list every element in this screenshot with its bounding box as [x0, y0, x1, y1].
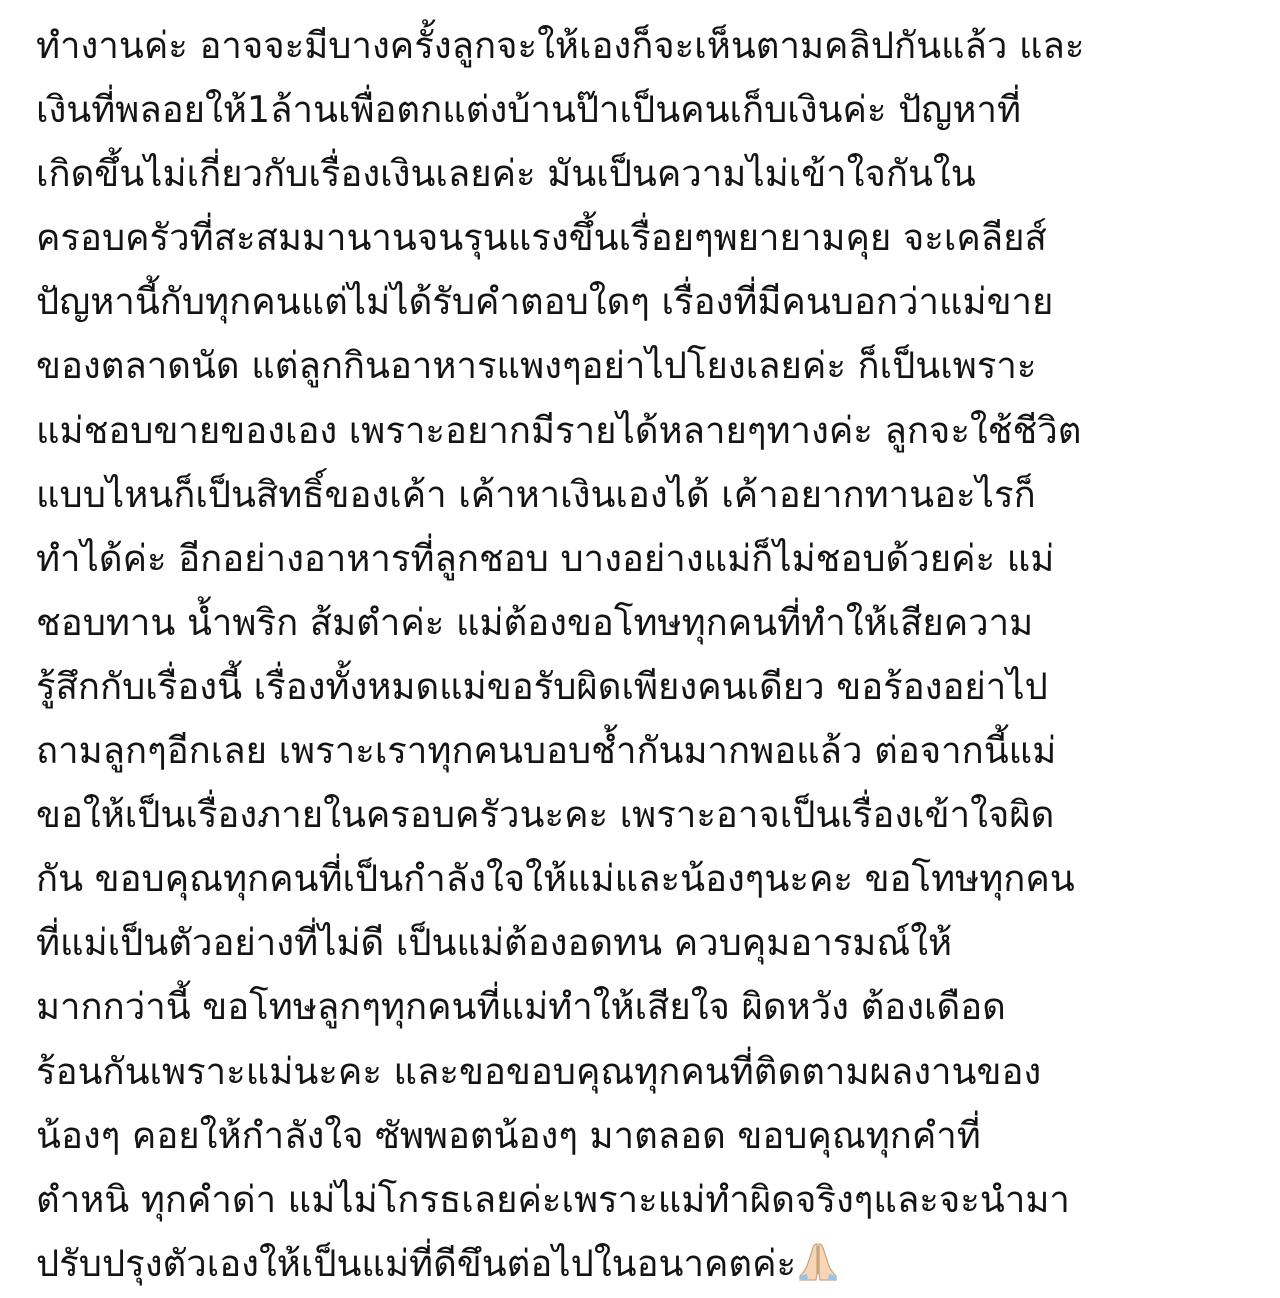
post-line: เกิดขึ้นไม่เกี่ยวกับเรื่องเงินเลยค่ะ มันเป็นความไม่เข้าใจกันใน: [36, 152, 976, 196]
post-line: แบบไหนก็เป็นสิทธิ์ของเค้า เค้าหาเงินเองได้ เค้าอยากทานอะไรก็: [36, 472, 1036, 516]
post-line: ของตลาดนัด แต่ลูกกินอาหารแพงๆอย่าไปโยงเลยค่ะ ก็เป็นเพราะ: [36, 344, 1037, 388]
post-line: ถามลูกๆอีกเลย เพราะเราทุกคนบอบช้ำกันมากพอแล้ว ต่อจากนี้แม่: [36, 729, 1057, 773]
post-line: ที่แม่เป็นตัวอย่างที่ไม่ดี เป็นแม่ต้องอดทน ควบคุมอารมณ์ให้: [36, 921, 953, 965]
post-line: ชอบทาน น้ำพริก ส้มตำค่ะ แม่ต้องขอโทษทุกคนที่ทำให้เสียความ: [36, 600, 1034, 644]
folded-hands-icon: [798, 1238, 838, 1282]
post-line: รู้สึกกับเรื่องนี้ เรื่องทั้งหมดแม่ขอรับผิดเพียงคนเดียว ขอร้องอย่าไป: [36, 664, 1048, 708]
post-line: ทำได้ค่ะ อีกอย่างอาหารที่ลูกชอบ บางอย่างแม่ก็ไม่ชอบด้วยค่ะ แม่: [36, 536, 1055, 580]
post-line: ขอให้เป็นเรื่องภายในครอบครัวนะคะ เพราะอาจเป็นเรื่องเข้าใจผิด: [36, 793, 1055, 837]
post-line: ตำหนิ ทุกคำด่า แม่ไม่โกรธเลยค่ะเพราะแม่ทำผิดจริงๆและจะนำมา: [36, 1177, 1070, 1221]
post-body: [36, 14, 1262, 1296]
post-line: มากกว่านี้ ขอโทษลูกๆทุกคนที่แม่ทำให้เสียใจ ผิดหวัง ต้องเดือด: [36, 985, 1006, 1029]
clipped-previous-line: [36, 0, 1262, 10]
post-line: เงินที่พลอยให้1ล้านเพื่อตกแต่งบ้านป๊าเป็นคนเก็บเงินค่ะ ปัญหาที่: [36, 88, 1022, 132]
post-line: ทำงานค่ะ อาจจะมีบางครั้งลูกจะให้เองก็จะเห็นตามคลิปกันแล้ว และ: [36, 24, 1085, 67]
post-line: น้องๆ คอยให้กำลังใจ ซัพพอตน้องๆ มาตลอด ขอบคุณทุกคำที่: [36, 1113, 981, 1157]
post-line: ปรับปรุงตัวเองให้เป็นแม่ที่ดีขึนต่อไปในอนาคตค่ะ: [36, 1241, 797, 1285]
clipped-next-line: [1200, 1286, 1230, 1298]
post-line-last: [36, 1232, 1262, 1296]
post-line: ครอบครัวที่สะสมมานานจนรุนแรงขึ้นเรื่อยๆพยายามคุย จะเคลียส์: [36, 216, 1047, 260]
post-line: ปัญหานี้กับทุกคนแต่ไม่ได้รับคำตอบใดๆ เรื่องที่มีคนบอกว่าแม่ขาย: [36, 280, 1054, 324]
post-line: ร้อนกันเพราะแม่นะคะ และขอขอบคุณทุกคนที่ติดตามผลงานของ: [36, 1049, 1042, 1093]
post-line: กัน ขอบคุณทุกคนที่เป็นกำลังใจให้แม่และน้องๆนะคะ ขอโทษทุกคน: [36, 857, 1075, 901]
post-line: แม่ชอบขายของเอง เพราะอยากมีรายได้หลายๆทางค่ะ ลูกจะใช้ชีวิต: [36, 408, 1082, 452]
